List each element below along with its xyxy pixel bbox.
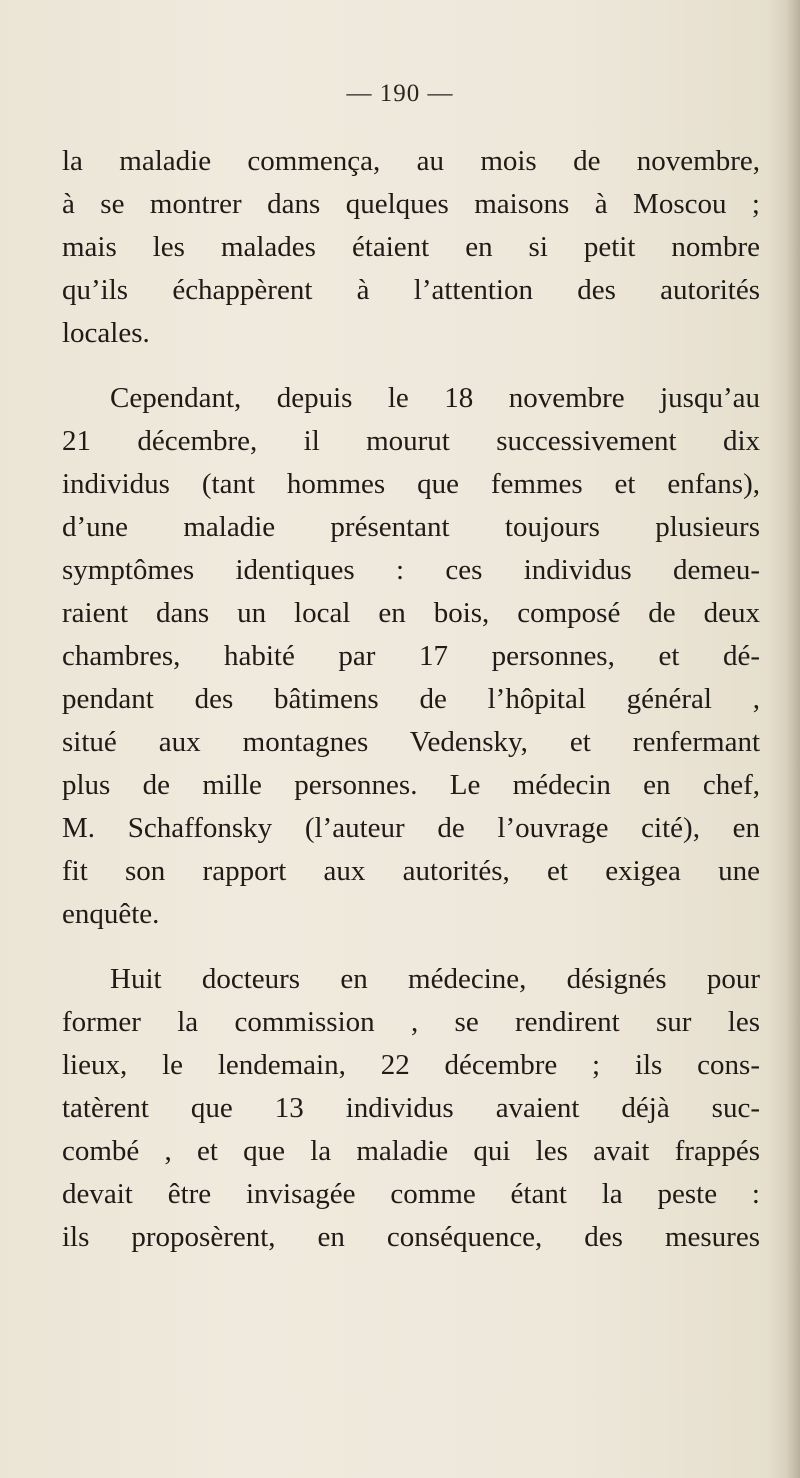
page-number: — 190 — <box>346 80 454 107</box>
text-line: lieux, le lendemain, 22 décembre ; ils cons- <box>62 1049 760 1081</box>
text-line: enquête. <box>62 898 160 930</box>
text-line: plus de mille personnes. Le médecin en chef, <box>62 769 760 801</box>
text-line: fit son rapport aux autorités, et exigea une <box>62 855 760 887</box>
text-line: former la commission , se rendirent sur les <box>62 1006 760 1038</box>
text-line: locales. <box>62 317 150 349</box>
text-line: pendant des bâtimens de l’hôpital général , <box>62 683 760 715</box>
paragraph-1 <box>62 140 760 355</box>
text-line: M. Schaffonsky (l’auteur de l’ouvrage cité), en <box>62 812 760 844</box>
text-line: à se montrer dans quelques maisons à Moscou ; <box>62 188 760 220</box>
paragraph-3 <box>62 958 760 1259</box>
text-line: qu’ils échappèrent à l’attention des autorités <box>62 274 760 306</box>
text-line: tatèrent que 13 individus avaient déjà suc- <box>62 1092 760 1124</box>
text-line: chambres, habité par 17 personnes, et dé- <box>62 640 760 672</box>
text-line: individus (tant hommes que femmes et enfans), <box>62 468 760 500</box>
page-edge-shadow <box>786 0 800 1478</box>
text-line: 21 décembre, il mourut successivement dix <box>62 425 760 457</box>
text-line: Cependant, depuis le 18 novembre jusqu’au <box>110 382 760 414</box>
body-text <box>62 140 760 1281</box>
text-line: mais les malades étaient en si petit nombre <box>62 231 760 263</box>
text-line: ils proposèrent, en conséquence, des mesures <box>62 1221 760 1253</box>
text-line: d’une maladie présentant toujours plusieurs <box>62 511 760 543</box>
text-line: Huit docteurs en médecine, désignés pour <box>110 963 760 995</box>
text-line: la maladie commença, au mois de novembre, <box>62 145 760 177</box>
text-line: raient dans un local en bois, composé de deux <box>62 597 760 629</box>
text-line: symptômes identiques : ces individus demeu- <box>62 554 760 586</box>
text-line: combé , et que la maladie qui les avait frappés <box>62 1135 760 1167</box>
paragraph-2 <box>62 377 760 936</box>
text-line: devait être invisagée comme étant la peste : <box>62 1178 760 1210</box>
text-line: situé aux montagnes Vedensky, et renfermant <box>62 726 760 758</box>
